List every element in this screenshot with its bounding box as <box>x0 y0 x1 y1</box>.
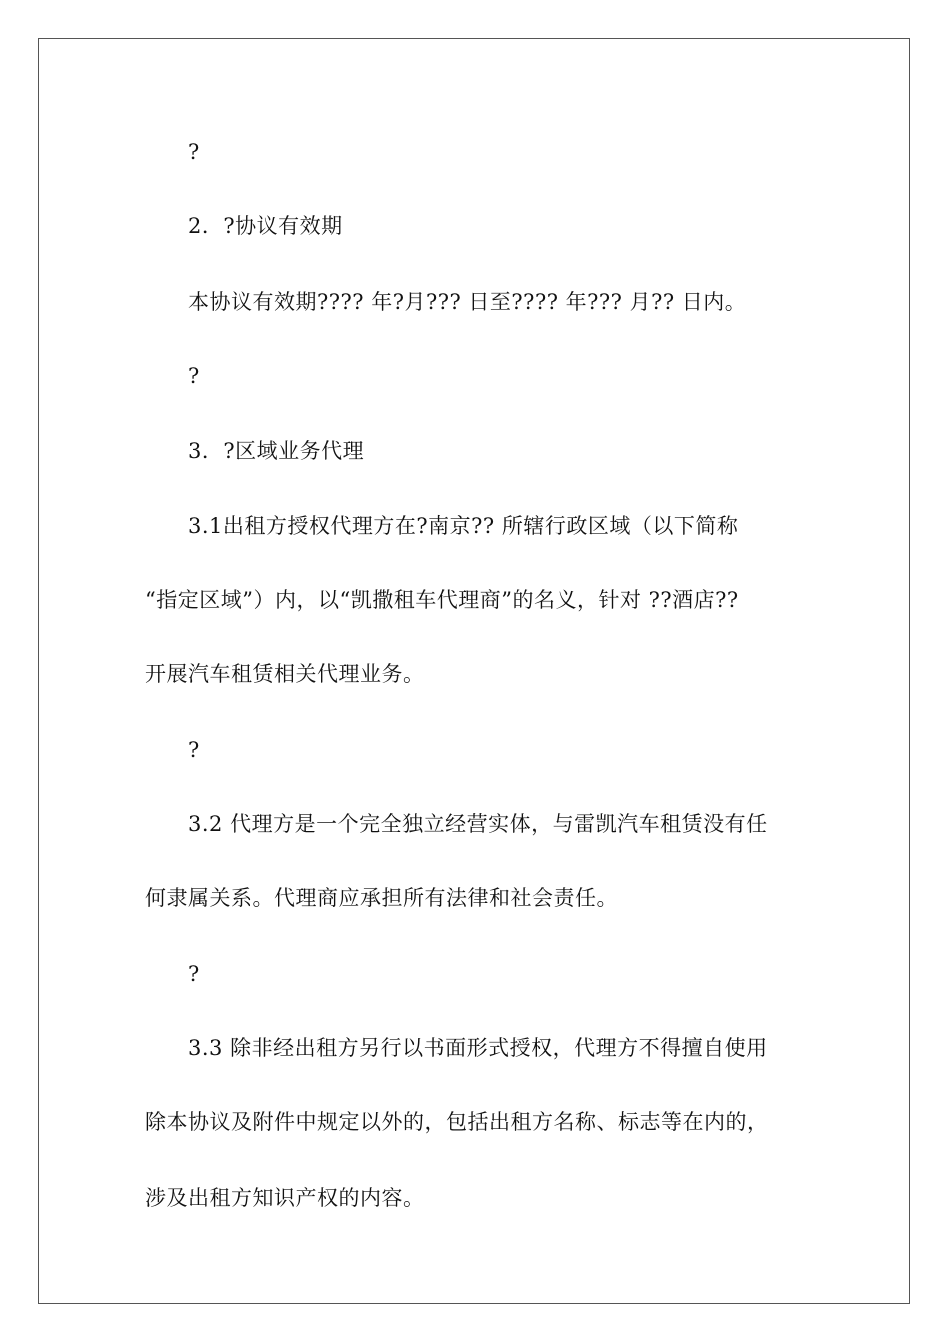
clause-3-1-line-1: 3.1出租方授权代理方在?南京?? 所辖行政区域（以下简称 <box>188 514 739 538</box>
placeholder-line: ? <box>188 962 200 986</box>
clause-3-1-line-2: “指定区域”）内，以“凯撒租车代理商”的名义，针对 ??酒店?? <box>145 588 739 612</box>
placeholder-line: ? <box>188 140 200 164</box>
clause-3-1-line-3: 开展汽车租赁相关代理业务。 <box>145 662 425 686</box>
clause-3-3-line-1: 3.3 除非经出租方另行以书面形式授权，代理方不得擅自使用 <box>188 1036 768 1060</box>
section-heading-regional-agency: 3．?区域业务代理 <box>188 439 365 463</box>
clause-3-3-line-2: 除本协议及附件中规定以外的，包括出租方名称、标志等在内的， <box>145 1110 769 1134</box>
placeholder-line: ? <box>188 364 200 388</box>
section-heading-validity: 2．?协议有效期 <box>188 214 343 238</box>
clause-3-2-line-2: 何隶属关系。代理商应承担所有法律和社会责任。 <box>145 886 618 910</box>
clause-3-2-line-1: 3.2 代理方是一个完全独立经营实体，与雷凯汽车租赁没有任 <box>188 812 768 836</box>
validity-paragraph: 本协议有效期???? 年?月??? 日至???? 年??? 月?? 日内。 <box>188 290 747 314</box>
placeholder-line: ? <box>188 738 200 762</box>
clause-3-3-line-3: 涉及出租方知识产权的内容。 <box>145 1186 425 1210</box>
